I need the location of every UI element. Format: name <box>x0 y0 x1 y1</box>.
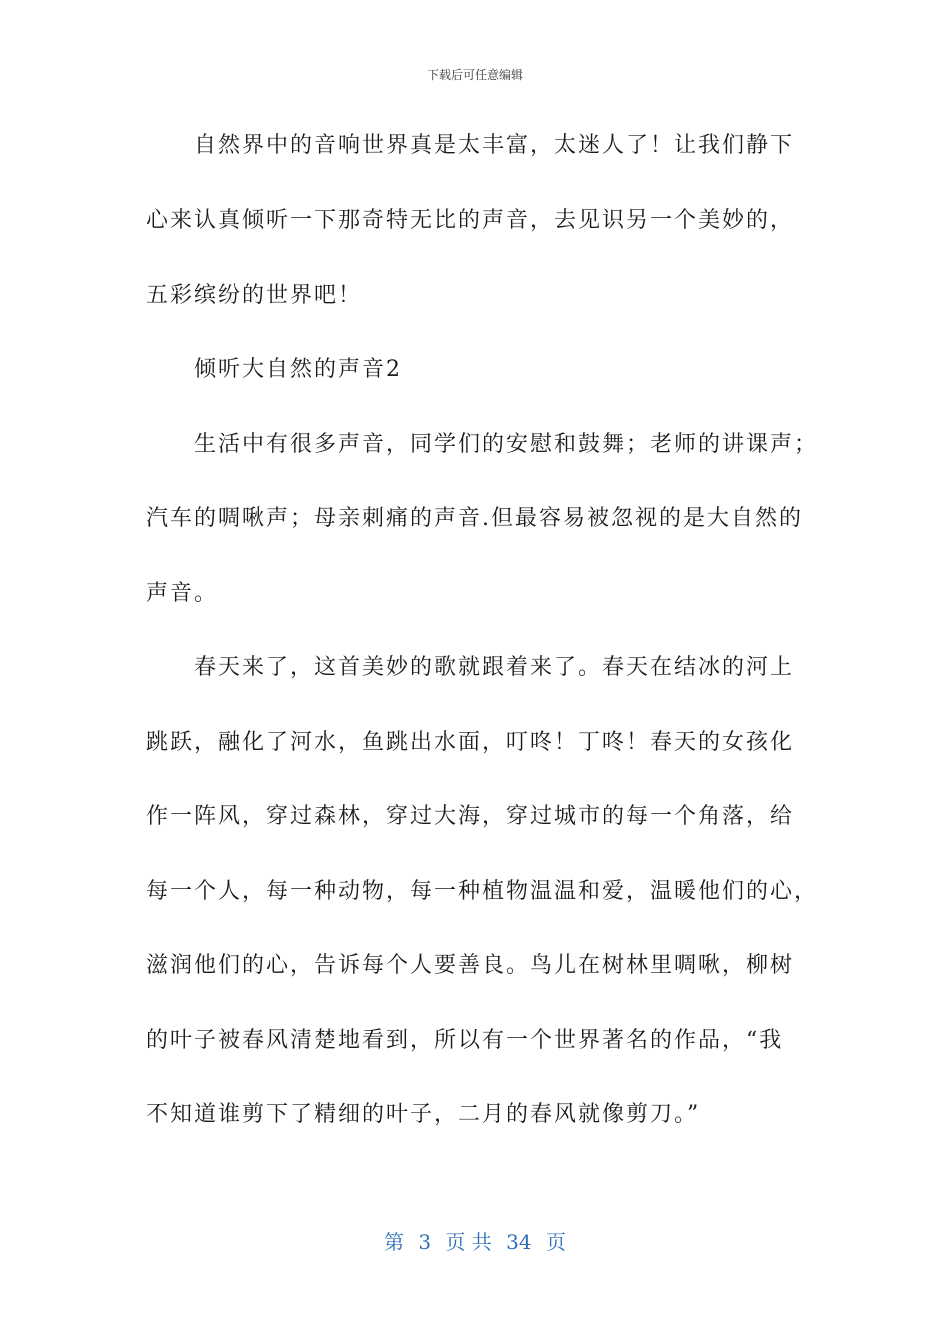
paragraph-line: 春天来了，这首美妙的歌就跟着来了。春天在结冰的河上 <box>194 655 795 680</box>
paragraph-line: 不知道谁剪下了精细的叶子，二月的春风就像剪刀。” <box>146 1102 701 1127</box>
paragraph-line: 作一阵风，穿过森林，穿过大海，穿过城市的每一个角落，给 <box>146 804 795 829</box>
footer-total-pages: 34 <box>506 1230 532 1254</box>
section-heading: 倾听大自然的声音2 <box>194 357 402 382</box>
paragraph-line: 跳跃，融化了河水，鱼跳出水面，叮咚！丁咚！春天的女孩化 <box>146 730 795 755</box>
paragraph-line: 生活中有很多声音，同学们的安慰和鼓舞；老师的讲课声； <box>194 432 819 457</box>
footer-page-number: 3 <box>418 1230 432 1254</box>
paragraph-line: 汽车的啁啾声；母亲刺痛的声音.但最容易被忽视的是大自然的 <box>146 506 803 531</box>
paragraph-line: 的叶子被春风清楚地看到，所以有一个世界著名的作品，“我 <box>146 1028 784 1053</box>
page-footer <box>0 1226 950 1255</box>
footer-suffix: 页 <box>545 1230 566 1254</box>
paragraph-line: 每一个人，每一种动物，每一种植物温温和爱，温暖他们的心， <box>146 879 819 904</box>
paragraph-line: 心来认真倾听一下那奇特无比的声音，去见识另一个美妙的， <box>146 208 795 233</box>
page-header: 下载后可任意编辑 <box>426 68 523 82</box>
paragraph-line: 滋润他们的心，告诉每个人要善良。鸟儿在树林里啁啾，柳树 <box>146 953 795 978</box>
paragraph-line: 声音。 <box>146 581 219 606</box>
footer-prefix: 第 <box>384 1230 404 1254</box>
paragraph-line: 自然界中的音响世界真是太丰富，太迷人了！让我们静下 <box>194 133 795 158</box>
paragraph-line: 五彩缤纷的世界吧！ <box>146 283 363 308</box>
footer-middle: 页 共 <box>445 1230 492 1254</box>
